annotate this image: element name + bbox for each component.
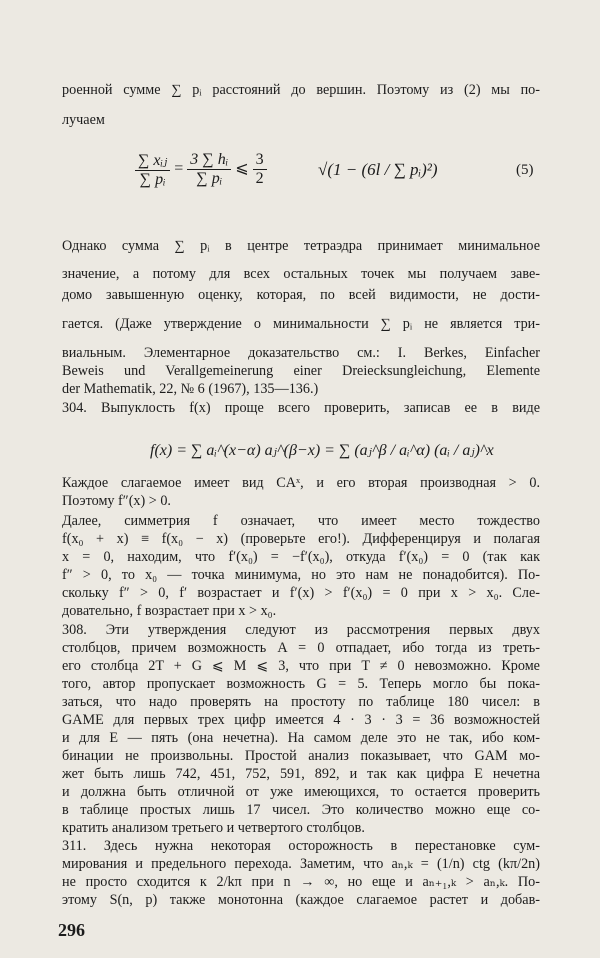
text-line: лучаем bbox=[62, 112, 105, 128]
text-line: того, автор пропускает возможность G = 5. Теперь могло бы пока- bbox=[62, 676, 540, 692]
text-line: роенной сумме ∑ pᵢ расстояний до вершин. Поэтому из (2) мы по- bbox=[62, 82, 540, 98]
text-line: довательно, f возрастает при x > x₀. bbox=[62, 603, 277, 619]
equation-304: f(x) = ∑ aᵢ^(x−α) aⱼ^(β−x) = ∑ (aⱼ^β / aᵢ^α) (aᵢ / aⱼ)^x bbox=[150, 442, 494, 459]
text-line: 311. Здесь нужна некоторая осторожность в перестановке сум- bbox=[62, 838, 540, 854]
text-line: GAME для первых трех цифр имеется 4 · 3 · 3 = 36 возможностей bbox=[62, 712, 540, 728]
text-line: мирования и предельного перехода. Заметим, что aₙ,ₖ = (1/n) ctg (kπ/2n) bbox=[62, 856, 540, 872]
text-line: значение, а потому для всех остальных точек мы получаем заве- bbox=[62, 266, 540, 282]
page-number: 296 bbox=[58, 920, 85, 940]
text-line: гается. (Даже утверждение о минимальности ∑ pᵢ не является три- bbox=[62, 316, 540, 332]
text-line: не просто сходится к 2/kπ при n → ∞, но еще и aₙ₊₁,ₖ > aₙ,ₖ. По- bbox=[62, 874, 540, 890]
text-line: 304. Выпуклость f(x) проще всего проверить, записав ее в виде bbox=[62, 400, 540, 416]
text-line: Однако сумма ∑ pᵢ в центре тетраэдра принимает минимальное bbox=[62, 238, 540, 254]
text-line: виальным. Элементарное доказательство см.: I. Berkes, Einfacher bbox=[62, 345, 540, 361]
text-line: столбцов, причем возможность A = 0 отпадает, ибо тогда из треть- bbox=[62, 640, 540, 656]
text-line: f″ > 0, то x₀ — точка минимума, но это нам не понадобится). По- bbox=[62, 567, 540, 583]
text-line: и для E — пять (она нечетна). На самом деле это не так, ибо ком- bbox=[62, 730, 540, 746]
eq5-lhs: $\frac{\text{∑ xᵢⱼ}}{\text{∑ pᵢ}}$ = $\frac{\text{3 ∑ hᵢ}}{\text{∑ pᵢ}}$ ⩽ $\frac{3}{2}$ bbox=[135, 150, 267, 189]
text-line: der Mathematik, 22, № 6 (1967), 135—136.) bbox=[62, 381, 319, 397]
text-line: заться, что надо проверять на простоту по таблице 180 чисел: в bbox=[62, 694, 540, 710]
text-line: в таблице простых лишь 17 чисел. Это количество можно еще со- bbox=[62, 802, 540, 818]
text-line: f(x₀ + x) ≡ f(x₀ − x) (проверьте его!). Дифференцируя и полагая bbox=[62, 531, 540, 547]
equation-number: (5) bbox=[516, 162, 534, 178]
text-line: кратить анализом третьего и четвертого столбцов. bbox=[62, 820, 365, 836]
text-line: x = 0, находим, что f′(x₀) = −f′(x₀), откуда f′(x₀) = 0 (так как bbox=[62, 549, 540, 565]
eq5-root: √(1 − (6l / ∑ pᵢ)²) bbox=[318, 160, 438, 179]
text-line: Далее, симметрия f означает, что имеет место тождество bbox=[62, 513, 540, 529]
text-line: Каждое слагаемое имеет вид CAˣ, и его вторая производная > 0. bbox=[62, 475, 540, 491]
text-line: домо завышенную оценку, которая, по всей видимости, не дости- bbox=[62, 287, 540, 303]
text-line: Beweis und Verallgemeinerung einer Dreiecksungleichung, Elemente bbox=[62, 363, 540, 379]
text-line: Поэтому f″(x) > 0. bbox=[62, 493, 171, 509]
text-line: этому S(n, p) также монотонна (каждое слагаемое растет и добав- bbox=[62, 892, 540, 908]
text-line: жет быть лишь 742, 451, 752, 591, 892, и так как цифра E нечетна bbox=[62, 766, 540, 782]
text-line: и должна быть отличной от уже имеющихся, то остается проверить bbox=[62, 784, 540, 800]
text-line: 308. Эти утверждения следуют из рассмотрения первых двух bbox=[62, 622, 540, 638]
text-line: скольку f″ > 0, f′ возрастает и f′(x) > f′(x₀) = 0 при x > x₀. Сле- bbox=[62, 585, 540, 601]
text-line: его столбца 2T + G ⩽ M ⩽ 3, что при T ≠ 0 невозможно. Кроме bbox=[62, 658, 540, 674]
text-line: бинации не произвольны. Простой анализ показывает, что GAM мо- bbox=[62, 748, 540, 764]
